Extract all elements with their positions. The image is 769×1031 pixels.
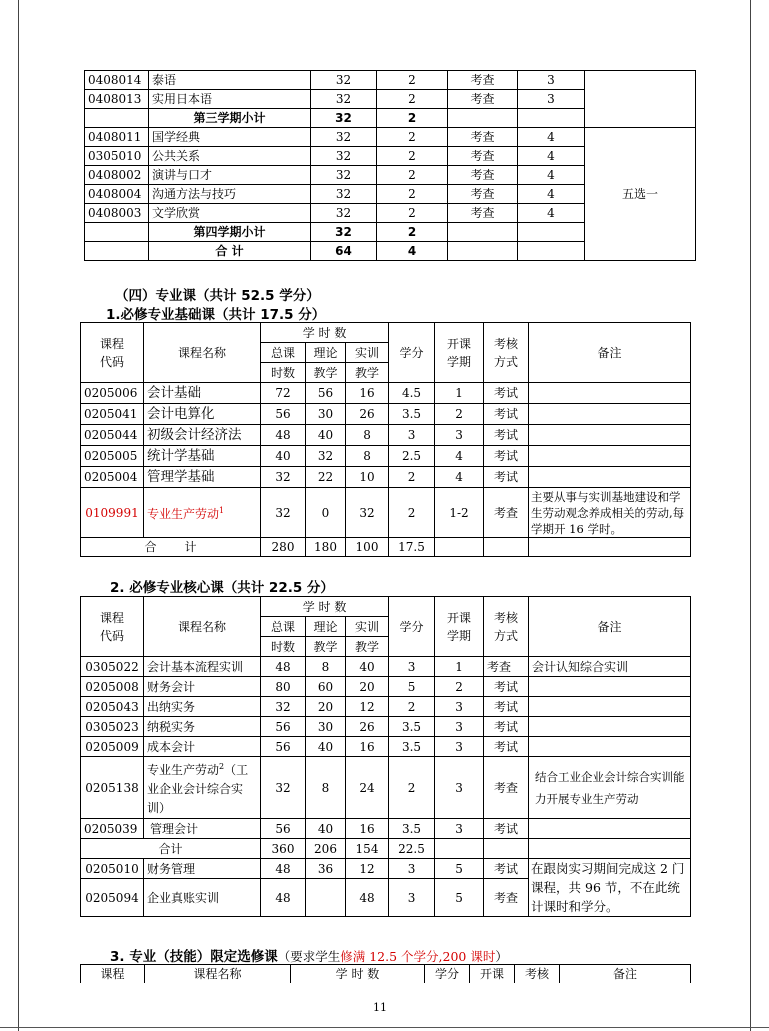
course-hours: 32 <box>311 185 377 204</box>
course-name: 实用日本语 <box>149 90 311 109</box>
course-code: 0408002 <box>85 166 149 185</box>
course-code: 0305010 <box>85 147 149 166</box>
header-hours: 学 时 数 <box>261 323 389 343</box>
table-row <box>85 71 696 90</box>
table-row: 0205044 初级会计经济法 48 40 8 3 3 考试 <box>81 425 691 446</box>
table-row: 0205009 成本会计 56 40 16 3.5 3 考试 <box>81 737 691 757</box>
course-exam: 考查 <box>448 166 518 185</box>
choose-one-note: 五选一 <box>585 128 696 261</box>
table-row <box>85 128 696 147</box>
course-name: 演讲与口才 <box>149 166 311 185</box>
course-hours: 32 <box>311 204 377 223</box>
table-row: 0205039 管理会计 56 40 16 3.5 3 考试 <box>81 819 691 839</box>
elective-courses-table <box>84 70 696 261</box>
header-note: 备注 <box>529 597 691 657</box>
subtotal-credit: 2 <box>377 223 448 242</box>
table-row: 0205043 出纳实务 32 20 12 2 3 考试 <box>81 697 691 717</box>
basic-courses-table: 课程 代码 课程名称 学 时 数 学分 开课 学期 考核 方式 备注 总课 理论 实训 时数 教学 教学 0205006 会计基础 72 56 16 4.5 1 考试 0205041 会计电算化 56 30 26 3.5 2 考试 0205044 初级会计经济法 48 40 8 3 3 考试 0205005 统计学基础 40 32 8 2.5 4 考试 0205004 管理学基础 32 22 10 2 4 考试 0109991 专业生产劳动$^1$ 32 0 32 2 1-2 考查 主要从事与实训基地建设和学生劳动观念养成相关的劳动,每学期开 16 学时。 合 计 280 180 100 17.5 <box>80 322 691 557</box>
course-term: 4 <box>518 128 585 147</box>
section-heading: （四）专业课（共计 52.5 学分） <box>115 288 320 304</box>
header-credit: 学分 <box>389 323 435 383</box>
course-code: 0408011 <box>85 128 149 147</box>
subtotal-hours: 32 <box>311 223 377 242</box>
course-credit: 2 <box>377 166 448 185</box>
subtotal-hours: 32 <box>311 109 377 128</box>
header-exam: 考核 方式 <box>484 323 529 383</box>
page-number: 11 <box>373 1001 387 1014</box>
course-exam: 考查 <box>448 128 518 147</box>
table-row: 0305022 会计基本流程实训 48 8 40 3 1 考查 会计认知综合实训 <box>81 657 691 677</box>
core-courses-table: 课程 代码 课程名称 学 时 数 学分 开课 学期 考核 方式 备注 总课 理论 实训 时数 教学 教学 0305022 会计基本流程实训 48 8 40 3 1 考查 会计认知综合实训 0205008 财务会计 80 60 20 5 2 考试 0205043 出纳实务 32 20 12 2 3 考试 0305023 纳税实务 56 30 26 3.5 3 考试 0205009 成本会计 56 40 16 3.5 3 考试 0205138 专业生产劳动$^2$（工业企业会计综合实训） 32 8 24 2 3 考查 结合工业企业会计综合实训能力开展专业生产劳动 0205039 管理会计 56 40 16 3.5 3 考试 合计 360 206 154 22.5 0205010 财务管理 48 36 12 3 5 考试 在跟岗实习期间完成这 2 门课程，共 96 节，不在此统计课时和学分。 0205094 企业真账实训 48 48 3 5 考查 <box>80 596 691 917</box>
limited-electives-table <box>80 964 691 983</box>
course-term: 4 <box>518 166 585 185</box>
subtotal-credit: 2 <box>377 109 448 128</box>
page-bottom-border <box>0 1027 769 1028</box>
header-row: 课程 课程名称 学 时 数 学分 开课 考核 备注 <box>81 965 691 983</box>
course-name: 泰语 <box>149 71 311 90</box>
course-credit: 2 <box>377 204 448 223</box>
header-row <box>81 597 691 617</box>
table-row: 0205004 管理学基础 32 22 10 2 4 考试 <box>81 467 691 488</box>
subtotal-label: 第三学期小计 <box>149 109 311 128</box>
course-hours: 32 <box>311 71 377 90</box>
total-row: 合计 360 206 154 22.5 <box>81 839 691 859</box>
course-hours: 32 <box>311 90 377 109</box>
course-term: 4 <box>518 147 585 166</box>
course-term: 3 <box>518 71 585 90</box>
table-row: 0205041 会计电算化 56 30 26 3.5 2 考试 <box>81 404 691 425</box>
header-code: 课程 代码 <box>81 323 144 383</box>
header-code: 课程 代码 <box>81 597 144 657</box>
course-credit: 2 <box>377 71 448 90</box>
blank-note-cell <box>585 71 696 128</box>
header-name: 课程名称 <box>144 323 261 383</box>
total-row: 合 计 280 180 100 17.5 <box>81 538 691 557</box>
header-exam: 考核 方式 <box>484 597 529 657</box>
total-hours: 64 <box>311 242 377 261</box>
course-exam: 考查 <box>448 90 518 109</box>
course-exam: 考查 <box>448 185 518 204</box>
course-term: 3 <box>518 90 585 109</box>
header-term: 开课 学期 <box>435 597 484 657</box>
course-credit: 2 <box>377 90 448 109</box>
header-term: 开课 学期 <box>435 323 484 383</box>
subsection-heading: 3. 专业（技能）限定选修课（要求学生修满 12.5 个学分,200 课时） <box>110 949 508 965</box>
course-hours: 32 <box>311 128 377 147</box>
subsection-heading: 1.必修专业基础课（共计 17.5 分） <box>106 307 326 323</box>
course-name: 国学经典 <box>149 128 311 147</box>
table-row: 0305023 纳税实务 56 30 26 3.5 3 考试 <box>81 717 691 737</box>
course-name: 文学欣赏 <box>149 204 311 223</box>
subsection-heading: 2. 必修专业核心课（共计 22.5 分） <box>110 580 334 596</box>
table-row: 0205094 企业真账实训 48 48 3 5 考查 <box>81 879 691 917</box>
course-exam: 考查 <box>448 204 518 223</box>
header-hours: 学 时 数 <box>261 597 389 617</box>
page-border-left <box>18 0 19 1031</box>
course-exam: 考查 <box>448 147 518 166</box>
course-code: 0408013 <box>85 90 149 109</box>
total-credit: 4 <box>377 242 448 261</box>
course-credit: 2 <box>377 147 448 166</box>
course-credit: 2 <box>377 128 448 147</box>
course-exam: 考查 <box>448 71 518 90</box>
page-border-right <box>750 0 751 1031</box>
course-name: 公共关系 <box>149 147 311 166</box>
course-code: 0408004 <box>85 185 149 204</box>
total-label: 合 计 <box>149 242 311 261</box>
course-term: 4 <box>518 204 585 223</box>
course-hours: 32 <box>311 166 377 185</box>
course-code: 0408003 <box>85 204 149 223</box>
labor-row: 0109991 专业生产劳动$^1$ 32 0 32 2 1-2 考查 主要从事与实训基地建设和学生劳动观念养成相关的劳动,每学期开 16 学时。 <box>81 488 691 538</box>
labor-row: 0205138 专业生产劳动$^2$（工业企业会计综合实训） 32 8 24 2 3 考查 结合工业企业会计综合实训能力开展专业生产劳动 <box>81 757 691 819</box>
course-credit: 2 <box>377 185 448 204</box>
header-note: 备注 <box>529 323 691 383</box>
subtotal-label: 第四学期小计 <box>149 223 311 242</box>
course-name: 沟通方法与技巧 <box>149 185 311 204</box>
course-hours: 32 <box>311 147 377 166</box>
table-row: 0205006 会计基础 72 56 16 4.5 1 考试 <box>81 383 691 404</box>
header-credit: 学分 <box>389 597 435 657</box>
header-name: 课程名称 <box>144 597 261 657</box>
table-row: 0205005 统计学基础 40 32 8 2.5 4 考试 <box>81 446 691 467</box>
course-term: 4 <box>518 185 585 204</box>
table-row: 0205010 财务管理 48 36 12 3 5 考试 在跟岗实习期间完成这 2 门课程，共 96 节，不在此统计课时和学分。 <box>81 859 691 879</box>
course-code: 0408014 <box>85 71 149 90</box>
header-row <box>81 323 691 343</box>
table-row: 0205008 财务会计 80 60 20 5 2 考试 <box>81 677 691 697</box>
